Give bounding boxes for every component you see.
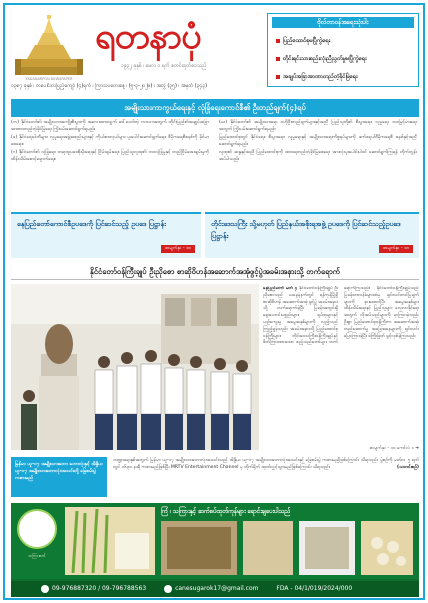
established-line: ၁၉၃၂ ခုနှစ် ၊ မေလ ၁ ရက် စတင်ထုတ်ဝေသည် <box>121 63 207 69</box>
bullet-icon <box>276 39 280 43</box>
sports-promo-box: မြန်မာ ယူ-၁၇ အမျိုးသားတော ဘောလုံးနှင့် အိန္ဒိယ ယူ-၁၇ အမျိုးသားဘောလုံးအသင်းတို့ ခြေစမ်းပွဲ ကစားမည် <box>11 457 107 497</box>
company-logo <box>17 509 57 549</box>
page-reference-badge: စာမျက်နှာ - ၁၈ <box>161 245 195 253</box>
lead-paragraph: ပြည်ထောင်စုတွင် နိုင်ငံရေး၊ စီးပွားရေး၊ လူမှုရေးနှင့် အမျိုးသားရေးကိစ္စရပ်များကို ဖက်ဒရယ်ဒီမိုကရေစီ စနစ်နှင့်အညီ ဆောင်ရွက်ရမည်။ <box>219 135 417 147</box>
phone-icon <box>41 585 49 593</box>
sports-brief-text: ဘဏ္ဍာရေးနှစ်အတွက် မြန်မာ ယူ-၁၇ အမျိုးသားဘောလုံးအသင်းသည် အိန္ဒိယ ယူ-၁၇ အမျိုးသားဘောလုံးအသင်းနှင့် ခြေစမ်းပွဲ ကစားမည်ဖြစ်ကြောင်း သိရသည်။ ပွဲစဉ်ကို မတ်လ ၅ ရက်တွင် ၁၆၃၀ နာရီ ကစားမည်ဖြစ်ပြီး MRTV Entertainment Channel မှ တိုက်ရိုက် ထုတ်လွှင့်သွားမည်ဖြစ်ကြောင်း သိရသည်။ <box>113 458 419 470</box>
email-address[interactable]: canesugarok17@gmail.com <box>164 585 266 592</box>
lead-column-left <box>11 119 209 203</box>
highlight-item: တိုင်းရင်းသားစည်းလုံးညီညွတ်မှုမပြိုကွဲရေး <box>276 54 416 63</box>
continued-link[interactable]: စာမျက်နှာ - ၁၀ ကော်လံ ၁ ➜ <box>369 446 419 451</box>
news-photo <box>11 284 259 450</box>
emblem-label: YADANARPON NEWSPAPER <box>25 77 73 81</box>
page-reference-badge: စာမျက်နှာ - ၁၈ <box>379 245 413 253</box>
pagoda-emblem-icon <box>11 15 87 81</box>
ad-tagline: ကြံ ၊ သကြားနှင့် ဆက်စပ်ထုတ်ကုန်များ ရောင်းချပေးပါသည် <box>161 508 291 515</box>
ad-contact-bar <box>11 581 419 597</box>
company-logo-label: သကြားစက် <box>28 553 46 558</box>
story-headline: နိုင်ငံတော်ဝန်ကြီးချုပ် ဦးညိုစော စာဆိုဝိဟန်အဆောက်အအုံဖွင့်ပွဲအခမ်းအနားသို့ တက်ရောက် <box>11 263 419 280</box>
issue-date-bar: ၁၃၈၇ ခုနှစ် ၊ တပေါင်းလပြည့်ကျော် (၄)ရက် ၊ ကြာသပတေးနေ့ ၊ (၅-၃-၂၀၂၆) ၊ အတွဲ (၃၅) ၊ အမှတ် (၃၄၃) <box>11 83 208 89</box>
story-body <box>263 286 419 446</box>
lead-paragraph: (ဂ) နိုင်ငံတော်၏ လုံခြုံရေး၊ တရားဥပဒေစိုးမိုးရေးနှင့် ငြိမ်းချမ်းရေး၊ ပြည်သူလူထု၏ ဘဝလုံခြုံမှုနှင့် တည်ငြိမ်အေးချမ်းမှုကို ထိန်းသိမ်းစောင့်ရှောက်ရေး။ <box>11 150 209 162</box>
reference-box-law-1[interactable] <box>11 212 201 258</box>
lead-paragraph: (က) နိုင်ငံတော်၏ အမျိုးသားအကျိုးစီးပွားကို အလေးထားလျှက် ဒေါ်သော်တဲ့ ကာလာအတွက် တိုင်းပြည်၏အချုပ်အခြာ အာဏာတည်တံ့ခိုင်မြဲရေး ကြိုးပမ်းဆောင်ရွက်ရမည်။ <box>11 120 209 132</box>
newspaper-page <box>3 3 425 600</box>
masthead <box>9 9 261 91</box>
sports-brief <box>113 457 419 497</box>
reference-title: နေပြည်တော်ကောင်စီဥပဒေကို ပြင်ဆင်သည့် ဥပဒေ ပြဋ္ဌာန်း <box>17 220 166 228</box>
reference-title: တိုင်းဒေသကြီး သို့မဟုတ် ပြည်နယ်အစိုးရအဖွဲ့ ဥပဒေကို ပြင်ဆင်သည့်ဥပဒေ ပြဋ္ဌာန်း <box>211 220 401 240</box>
phone-numbers[interactable]: 09-976887320 / 09-796788563 <box>41 585 154 592</box>
reference-box-law-2[interactable] <box>205 212 419 258</box>
lead-story-body <box>11 119 419 203</box>
highlight-item: ပြည်ထောင်စုမပြိုကွဲရေး <box>276 36 416 45</box>
lead-paragraph: (ခ) နိုင်ငံရေးပါတီများ၊ လူမှုရေးအဖွဲ့အစည်းများနှင့် ကိုယ်စားလှယ်များ ပူးပေါင်းဆောင်ရွက်ရေး၊ ဒီမိုကရေစီစနစ်ကို ခိုင်မာစေရေး။ <box>11 135 209 147</box>
story-dateline: နေပြည်တော် မတ် ၄ <box>263 286 298 291</box>
lead-paragraph: (ဃ) နိုင်ငံတော်၏ အမျိုးသားရေး ဗဟိုဦးတည်ချက်များနှင့်အညီ ပြည်သူတို့၏ စီးပွားရေး၊ လူမှုရေး ဘဝမြင့်မားရေးအတွက် ကြိုးပမ်းဆောင်ရွက်ရမည်။ <box>219 120 417 132</box>
bullet-icon <box>276 75 280 79</box>
highlights-box <box>267 13 419 87</box>
lead-column-right <box>219 119 417 203</box>
advertisement-banner[interactable] <box>11 503 419 597</box>
highlight-item: အချုပ်အခြာအာဏာတည်တံ့ခိုင်မြဲရေး <box>276 72 416 81</box>
highlights-title: ဗိုလ်တာဝန်အရေးသုံးပါး <box>272 17 414 28</box>
email-icon <box>164 585 172 593</box>
newspaper-nameplate: ရတနာပုံ <box>95 15 201 57</box>
news-source: (သတင်းစဉ်) <box>397 465 419 470</box>
fda-number: FDA - 04/1/019/2024/000 <box>276 585 353 592</box>
lead-headline: အမျိုးသားကာကွယ်ရေးနှင့် လုံခြုံရေးကောင်စီ၏ ဦးတည်ချက်(၄)ရပ် <box>11 99 419 117</box>
lead-paragraph: လူထု၏ ဆန္ဒနှင့်အညီ ပြည်ထောင်စုကို ထာဝရတည်တံ့ခိုင်မြဲစေရေး အားလုံးပူးပေါင်းပါဝင် ဆောင်ရွက်ကြရန် တိုက်တွန်းအပ်ပါသည်။ <box>219 150 417 162</box>
bullet-icon <box>276 57 280 61</box>
story-text: နိုင်ငံတော်ဝန်ကြီးချုပ် ဦးညိုစောသည် ယနေ့နံနက်တွင် ရန်ကုန်မြို့ရှိ စာဆိုဝိဟန် အဆောက်အအုံ ဖွင့်ပွဲ အခမ်းအနားသို့ တက်ရောက်ခဲ့ပြီး ပြခန်းအတွင်းရှိ ရှေးဟောင်းပစ္စည်းများ၊ ရုပ်ထုများနှင့် ယဉ်ကျေးမှု အမွေအနှစ်များကို လှည့်လည် ကြည့်ရှုခဲ့သည်။ အခမ်းအနားသို့ ပြည်ထောင်စုဝန်ကြီးများ၊ တိုင်းဒေသကြီးဝန်ကြီးချုပ်နှင့် ဖိတ်ကြားထားသော ဧည့်သည်တော်များ တက်ရောက်ကြသည်။ နိုင်ငံတော်ဝန်ကြီးချုပ်သည် ပြခန်းတာဝန်ခံများထံမှ ရှင်းလင်းတင်ပြချက်များကို နားထောင်ပြီး အမွေအနှစ်များ ထိန်းသိမ်းရေးနှင့် ပြည်သူများ လေ့လာနိုင်ရေး အတွက် လိုအပ်သည်များကို မှာကြားခဲ့သည်။ ဦးစွာ ပြည်ထောင်စုဝန်ကြီးက အဆောက်အအုံ တည်ဆောက်မှု အခြေအနေများကို ရှင်းလင်းပြောကြားခဲ့ပြီး ဖဲကြိုးဖြတ် ဖွင့်လှစ်ခဲ့ကြသည်။ <box>263 286 419 346</box>
